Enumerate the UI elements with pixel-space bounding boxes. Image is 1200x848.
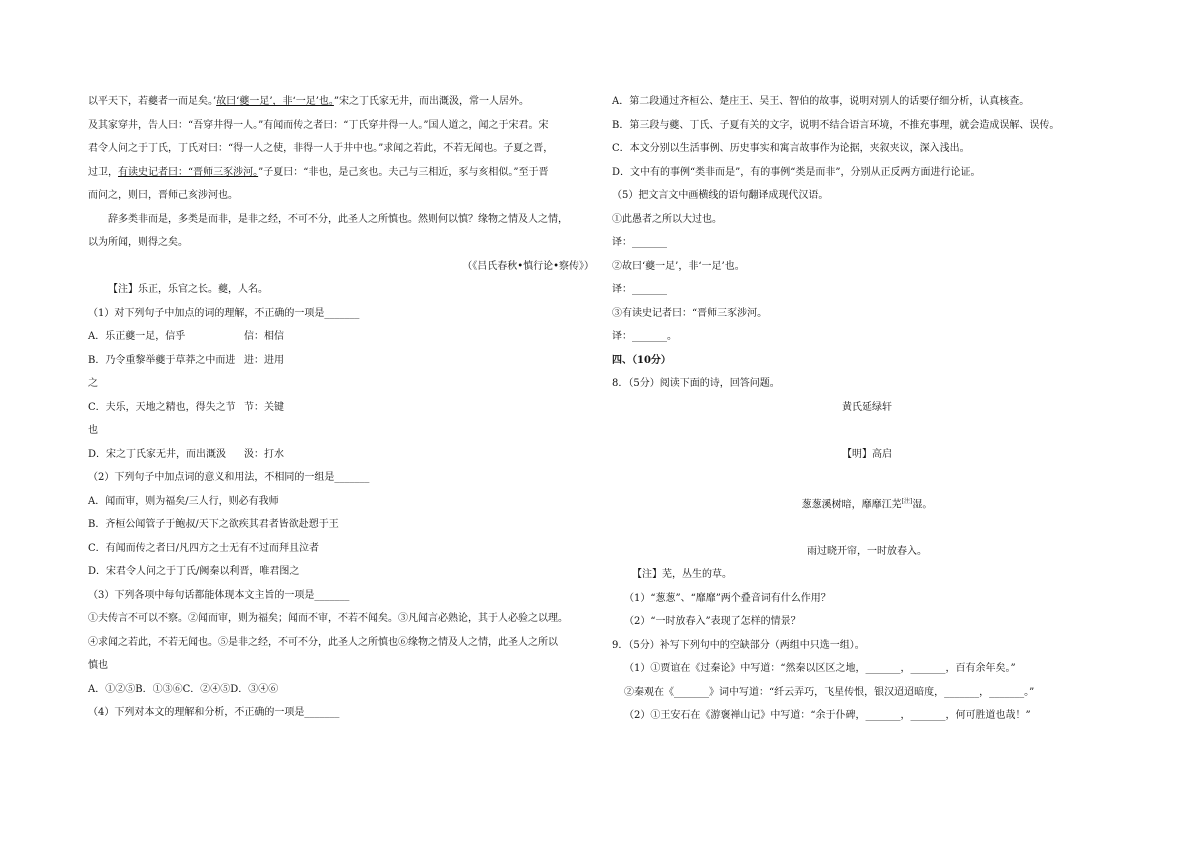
left-column — [88, 90, 598, 725]
q3-statements-2: ④求闻之若此，不若无闻也。⑤是非之经，不可不分，此圣人之所慎也⑥缘物之情及人之情，此圣人之所以 — [88, 636, 558, 648]
q4-option-d: D．文中有的事例“类非而是”，有的事例“类是而非”，分别从正反两方面进行论证。 — [612, 166, 981, 178]
passage-line-2: 及其家穿井，告人曰：“吾穿井得一人。”有闻而传之者曰：“丁氏穿井得一人。”国人道之，闻之于宋君。宋 — [88, 119, 549, 131]
passage-line-6: 辞多类非而是，多类是而非，是非之经，不可不分，此圣人之所慎也。然则何以慎？缘物之情及人之情， — [108, 213, 568, 225]
q2-option-a: A．闻而审，则为福矣/三人行，则必有我师 — [88, 495, 279, 507]
footnote-marker: [注] — [901, 497, 913, 505]
question-2: （2）下列句子中加点词的意义和用法，不相同的一组是_______ — [88, 472, 370, 483]
question-8: 8．（5分）阅读下面的诗，回答问题。 — [612, 378, 780, 389]
q1-option-a: A．乐正夔一足，信乎 信：相信 — [88, 331, 284, 342]
q4-option-c: C．本文分别以生活事例、历史事实和寓言故事作为论据，夹叙夹议，深入浅出。 — [612, 143, 970, 154]
passage-source: （《吕氏春秋•慎行论•察传》） — [462, 260, 594, 272]
question-9-3: （2）①王安石在《游褒禅山记》中写道：“余于仆碑，_______，_______，何可胜道也哉！” — [624, 710, 1031, 722]
section-heading-4: 四、（10分） — [612, 354, 671, 366]
q5-translate-1[interactable]: 译：_______ — [612, 237, 667, 248]
question-3: （3）下列各项中每句话都能体现本文主旨的一项是_______ — [88, 589, 350, 601]
q1-option-d: D．宋之丁氏家无井，而出溉汲 汲：打水 — [88, 448, 284, 460]
passage-note: 【注】乐正，乐官之长。夔，人名。 — [108, 284, 268, 295]
q3-statements-1: ①夫传言不可以不察。②闻而审，则为福矣；闻而不审，不若不闻矣。③凡闻言必熟论，其于人必验之以理。 — [88, 613, 568, 624]
poem-author: 【明】高启 — [842, 448, 892, 460]
q5-translate-3[interactable]: 译：_______。 — [612, 331, 677, 342]
q2-option-c: C．有闻而传之者曰/凡四方之士无有不过而拜且泣者 — [88, 542, 320, 554]
poem-line-1: 葱葱溪树暗，靡靡江芜[注]湿。 — [801, 497, 933, 510]
underlined-sentence-2: 故曰‘夔一足’，非‘一足’也。 — [216, 96, 334, 107]
question-5: （5）把文言文中画横线的语句翻译成现代汉语。 — [612, 190, 829, 201]
question-8-2: （2）“一时放春入”表现了怎样的情景？ — [624, 616, 801, 628]
spacer — [612, 419, 1122, 443]
q5-sentence-1: ①此愚者之所以大过也。 — [612, 213, 722, 225]
q1-option-c-wrap: 也 — [88, 425, 98, 436]
spacer — [612, 466, 1122, 490]
passage-line-7: 以为所闻，则得之矣。 — [88, 237, 188, 248]
question-8-1: （1）“葱葱”、“靡靡”两个叠音词有什么作用？ — [624, 592, 831, 604]
q1-option-b: B．乃令重黎举夔于草莽之中而进 进：进用 — [88, 354, 284, 366]
question-9-1: （1）①贾谊在《过秦论》中写道：“然秦以区区之地，_______，_______，百有余年矣。” — [624, 663, 1016, 675]
q5-sentence-3: ③有读史记者曰：“晋师三豕涉河。 — [612, 307, 768, 319]
poem-line-2: 雨过晓开帘，一时放春入。 — [807, 545, 927, 557]
poem-note: 【注】芜，丛生的草。 — [632, 569, 732, 581]
q5-translate-2[interactable]: 译：_______ — [612, 284, 667, 295]
spacer — [612, 516, 1122, 540]
question-1: （1）对下列句子中加点的词的理解，不正确的一项是_______ — [88, 307, 360, 319]
question-4: （4）下列对本文的理解和分析，不正确的一项是_______ — [88, 707, 340, 718]
q2-option-d: D．宋君令人问之于丁氏/阙秦以利晋，唯君图之 — [88, 566, 300, 577]
q2-option-b: B．齐桓公闻管子于鲍叔/天下之欲疾其君者皆欲赴愬于王 — [88, 519, 339, 530]
passage-line-3: 君令人问之于丁氏，丁氏对曰：“得一人之使，非得一人于井中也。”求闻之若此，不若无闻也。子夏之晋， — [88, 143, 554, 154]
question-9: 9．（5分）补写下列句中的空缺部分（两组中只选一组）。 — [612, 639, 865, 651]
q1-option-b-wrap: 之 — [88, 378, 98, 389]
q3-options: A．①②⑤B．①③⑥C．②④⑤D．③④⑥ — [88, 683, 279, 695]
question-9-2: ②秦观在《_______》词中写道：“纤云弄巧，飞星传恨，银汉迢迢暗度，_______，_______。” — [624, 686, 1035, 698]
q5-sentence-2: ②故曰‘夔一足’，非‘一足’也。 — [612, 260, 745, 272]
q4-option-b: B．第三段与夔、丁氏、子夏有关的文字，说明不结合语言环境，不推充事理，就会造成误解、误传。 — [612, 119, 1060, 131]
q4-option-a: A．第二段通过齐桓公、楚庄王、吴王、智伯的故事，说明对别人的话要仔细分析，认真核查。 — [612, 96, 1030, 107]
underlined-sentence-3: 有读史记者曰：“晋师三豕涉河。 — [118, 166, 259, 178]
passage-line-5: 而问之，则曰，晋师己亥涉河也。 — [88, 190, 238, 201]
q3-statements-3: 慎也 — [88, 660, 108, 671]
passage-line-1: 以平天下，若夔者一而足矣。’故曰‘夔一足’，非‘一足’也。”宋之丁氏家无井，而出溉汲，常一人居外。 — [88, 96, 530, 107]
right-column — [612, 90, 1122, 728]
poem-title: 黄氏延绿轩 — [842, 401, 892, 413]
q1-option-c: C．夫乐，天地之精也，得失之节 节：关键 — [88, 401, 284, 413]
passage-line-4: 过卫，有读史记者曰：“晋师三豕涉河。”子夏曰：“非也，是己亥也。夫己与三相近，豕与亥相似。”至于晋 — [88, 166, 549, 178]
